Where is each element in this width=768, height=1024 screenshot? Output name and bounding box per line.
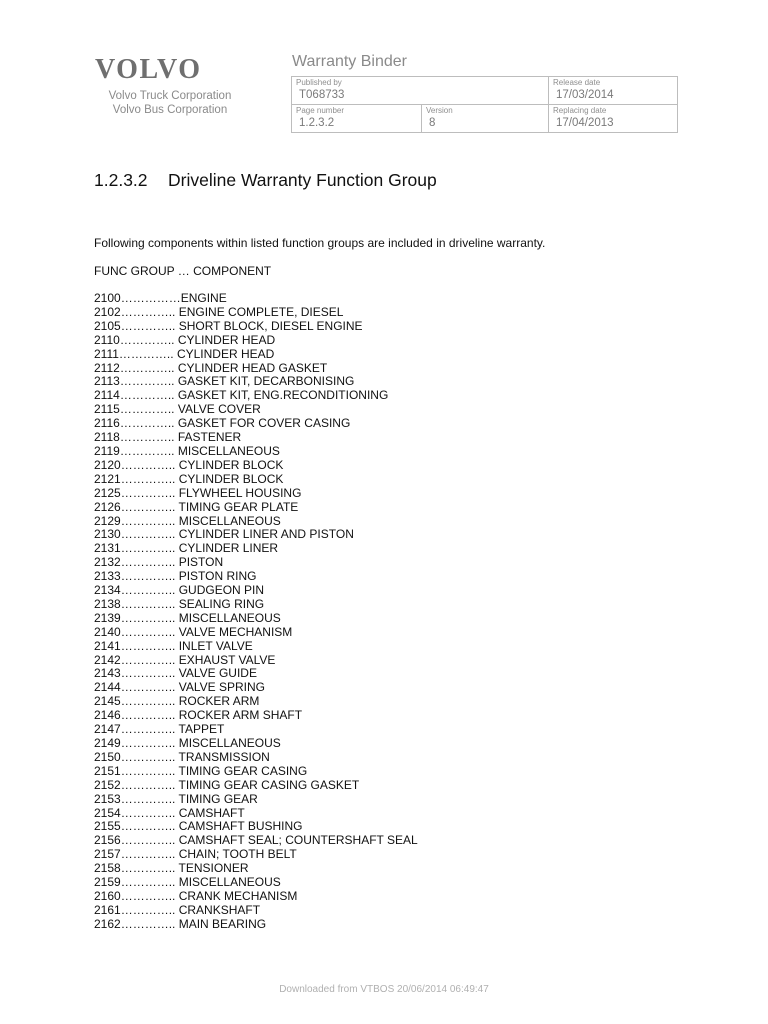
component-name: CRANK MECHANISM: [178, 888, 298, 903]
corporation-names: [95, 89, 245, 117]
component-name: GUDGEON PIN: [178, 583, 265, 598]
version-label: Version: [426, 106, 453, 115]
binder-title: Warranty Binder: [292, 53, 407, 70]
function-group-code: 2114: [94, 388, 120, 403]
function-group-row: [94, 737, 418, 751]
published-by-cell: [292, 77, 549, 105]
leader-dots: …………..: [120, 847, 179, 862]
function-group-row: [94, 890, 418, 904]
leader-dots: …………..: [120, 916, 179, 931]
function-group-row: [94, 751, 418, 765]
function-group-code: 2158: [94, 861, 121, 876]
leader-dots: …………..: [119, 374, 178, 389]
function-group-row: [94, 528, 418, 542]
download-footer: Downloaded from VTBOS 20/06/2014 06:49:47: [279, 984, 489, 995]
function-group-code: 2134: [94, 583, 121, 598]
function-group-row: [94, 626, 418, 640]
leader-dots: …………..: [120, 749, 179, 764]
function-group-row: [94, 570, 418, 584]
function-group-code: 2129: [94, 513, 121, 528]
function-group-row: [94, 723, 418, 737]
function-group-code: 2115: [94, 402, 120, 417]
section-title: Driveline Warranty Function Group: [168, 170, 437, 190]
leader-dots: …………..: [120, 318, 179, 333]
leader-dots: …………..: [120, 527, 179, 542]
function-group-code: 2147: [94, 722, 121, 737]
component-name: ROCKER ARM SHAFT: [178, 708, 303, 723]
function-group-code: 2140: [94, 624, 121, 639]
function-group-row: [94, 681, 418, 695]
leader-dots: …………..: [120, 569, 179, 584]
column-header: FUNC GROUP … COMPONENT: [94, 264, 272, 278]
component-name: ROCKER ARM: [178, 694, 260, 709]
leader-dots: …………..: [120, 666, 179, 681]
component-name: PISTON: [178, 555, 224, 570]
function-group-code: 2161: [94, 902, 121, 917]
release-date-label: Release date: [553, 78, 601, 87]
leader-dots: …………..: [120, 471, 179, 486]
component-name: MISCELLANEOUS: [178, 513, 281, 528]
function-group-code: 2150: [94, 749, 121, 764]
leader-dots: …………..: [120, 485, 179, 500]
function-group-row: [94, 918, 418, 932]
leader-dots: …………..: [120, 777, 179, 792]
function-group-row: [94, 459, 418, 473]
function-group-code: 2126: [94, 499, 121, 514]
function-group-row: [94, 834, 418, 848]
leader-dots: …………..: [118, 346, 177, 361]
component-name: VALVE COVER: [177, 402, 261, 417]
component-name: CYLINDER LINER AND PISTON: [178, 527, 354, 542]
corporation-name: Volvo Bus Corporation: [112, 104, 228, 116]
function-group-code: 2119: [94, 443, 120, 458]
function-group-row: [94, 640, 418, 654]
function-group-row: [94, 862, 418, 876]
function-group-code: 2105: [94, 318, 121, 333]
function-group-row: [94, 473, 418, 487]
volvo-logo: VOLVO: [95, 54, 202, 85]
replacing-date-value: 17/04/2013: [556, 117, 614, 129]
component-name: GASKET KIT, DECARBONISING: [177, 374, 355, 389]
published-by-label: Published by: [296, 78, 342, 87]
function-group-code: 2155: [94, 819, 121, 834]
function-group-code: 2112: [94, 360, 120, 375]
component-name: SHORT BLOCK, DIESEL ENGINE: [178, 318, 363, 333]
function-group-code: 2130: [94, 527, 121, 542]
function-group-code: 2102: [94, 304, 121, 319]
leader-dots: …………..: [120, 652, 179, 667]
component-name: CYLINDER HEAD: [177, 332, 276, 347]
component-name: MAIN BEARING: [178, 916, 267, 931]
leader-dots: …………..: [120, 819, 179, 834]
function-group-row: [94, 848, 418, 862]
component-name: CAMSHAFT SEAL; COUNTERSHAFT SEAL: [178, 833, 418, 848]
leader-dots: …………..: [120, 722, 179, 737]
function-group-code: 2162: [94, 916, 121, 931]
function-group-code: 2156: [94, 833, 121, 848]
function-group-row: [94, 667, 418, 681]
leader-dots: …………..: [119, 402, 178, 417]
release-date-value: 17/03/2014: [556, 89, 614, 101]
leader-dots: …………..: [120, 624, 179, 639]
component-name: CYLINDER HEAD GASKET: [177, 360, 328, 375]
component-name: GASKET FOR COVER CASING: [177, 416, 351, 431]
component-name: CAMSHAFT BUSHING: [178, 819, 303, 834]
function-group-code: 2120: [94, 457, 121, 472]
leader-dots: …………..: [120, 833, 179, 848]
version-value: 8: [429, 117, 436, 129]
section-heading: [94, 170, 437, 191]
component-name: VALVE SPRING: [178, 680, 265, 695]
function-group-code: 2159: [94, 875, 121, 890]
component-name: ENGINE COMPLETE, DIESEL: [178, 304, 344, 319]
function-group-code: 2160: [94, 888, 121, 903]
function-group-row: [94, 876, 418, 890]
function-group-row: [94, 320, 418, 334]
function-group-code: 2131: [94, 541, 121, 556]
function-group-code: 2139: [94, 610, 121, 625]
function-group-row: [94, 487, 418, 501]
function-group-row: [94, 793, 418, 807]
function-group-code: 2121: [94, 471, 121, 486]
function-group-row: [94, 904, 418, 918]
function-group-row: [94, 515, 418, 529]
function-group-row: [94, 542, 418, 556]
component-name: CRANKSHAFT: [178, 902, 261, 917]
function-group-row: [94, 612, 418, 626]
component-name: TIMING GEAR: [178, 791, 258, 806]
leader-dots: …………..: [120, 861, 179, 876]
function-group-row: [94, 334, 418, 348]
function-group-code: 2141: [94, 638, 121, 653]
function-group-code: 2142: [94, 652, 121, 667]
function-group-code: 2125: [94, 485, 121, 500]
intro-paragraph: Following components within listed function groups are included in driveline warranty.: [94, 236, 546, 250]
leader-dots: …………..: [120, 791, 179, 806]
component-name: VALVE GUIDE: [178, 666, 257, 681]
leader-dots: …………..: [119, 443, 178, 458]
function-group-code: 2116: [94, 416, 120, 431]
component-name: TIMING GEAR CASING: [178, 763, 308, 778]
component-name: GASKET KIT, ENG.RECONDITIONING: [177, 388, 389, 403]
component-name: MISCELLANEOUS: [178, 610, 281, 625]
component-name: MISCELLANEOUS: [178, 736, 281, 750]
component-name: SEALING RING: [178, 596, 265, 611]
page-number-cell: [292, 105, 422, 133]
component-name: CYLINDER BLOCK: [178, 471, 284, 486]
function-group-row: [94, 445, 418, 459]
function-group-code: 2138: [94, 596, 121, 611]
function-group-code: 2152: [94, 777, 121, 792]
component-name: CHAIN; TOOTH BELT: [178, 847, 297, 862]
function-group-row: [94, 695, 418, 709]
leader-dots: …………..: [119, 388, 178, 403]
leader-dots: …………..: [120, 888, 179, 903]
function-group-row: [94, 598, 418, 612]
corporation-name: Volvo Truck Corporation: [108, 90, 232, 102]
function-group-code: 2146: [94, 708, 121, 723]
leader-dots: …………..: [119, 416, 178, 431]
function-group-row: [94, 584, 418, 598]
leader-dots: …………..: [120, 638, 179, 653]
component-name: CYLINDER LINER: [178, 541, 279, 556]
function-group-code: 2132: [94, 555, 121, 570]
function-group-code: 2133: [94, 569, 121, 584]
component-name: VALVE MECHANISM: [178, 624, 293, 639]
published-by-value: T068733: [299, 89, 345, 101]
leader-dots: …………..: [120, 541, 179, 556]
function-group-code: 2118: [94, 430, 120, 445]
replacing-date-cell: [549, 105, 678, 133]
component-name: TAPPET: [178, 722, 225, 737]
function-group-code: 2157: [94, 847, 121, 862]
component-name: CAMSHAFT: [178, 805, 245, 820]
function-group-row: [94, 765, 418, 779]
component-name: EXHAUST VALVE: [178, 652, 276, 667]
version-cell: [422, 105, 549, 133]
component-name: FLYWHEEL HOUSING: [178, 485, 302, 500]
function-group-row: [94, 362, 418, 376]
leader-dots: …………..: [120, 499, 179, 514]
component-name: PISTON RING: [178, 569, 257, 584]
leader-dots: …………..: [120, 875, 179, 890]
function-group-code: 2143: [94, 666, 121, 681]
page-number-label: Page number: [296, 106, 345, 115]
leader-dots: …………..: [120, 736, 179, 750]
function-group-code: 2100: [94, 291, 121, 305]
leader-dots: …………..: [120, 583, 179, 598]
leader-dots: …………..: [119, 430, 178, 445]
function-group-row: [94, 292, 418, 306]
leader-dots: …………..: [120, 708, 179, 723]
component-name: ENGINE: [180, 291, 227, 305]
leader-dots: …………..: [120, 304, 179, 319]
function-group-row: [94, 779, 418, 793]
component-name: MISCELLANEOUS: [178, 875, 281, 890]
section-number: 1.2.3.2: [94, 170, 148, 190]
function-group-code: 2113: [94, 374, 120, 389]
component-name: TIMING GEAR PLATE: [178, 499, 299, 514]
component-name: TIMING GEAR CASING GASKET: [178, 777, 360, 792]
function-group-row: [94, 654, 418, 668]
function-group-code: 2145: [94, 694, 121, 709]
component-name: CYLINDER BLOCK: [178, 457, 284, 472]
leader-dots: …………..: [120, 610, 179, 625]
leader-dots: …………..: [120, 596, 179, 611]
component-name: INLET VALVE: [178, 638, 253, 653]
function-group-list: [94, 292, 418, 932]
function-group-code: 2151: [94, 763, 121, 778]
function-group-row: [94, 306, 418, 320]
leader-dots: …………..: [120, 457, 179, 472]
function-group-row: [94, 403, 418, 417]
function-group-row: [94, 375, 418, 389]
leader-dots: …………..: [120, 555, 179, 570]
function-group-row: [94, 431, 418, 445]
function-group-row: [94, 348, 418, 362]
leader-dots: …………..: [120, 805, 179, 820]
function-group-code: 2154: [94, 805, 121, 820]
function-group-code: 2111: [94, 346, 119, 361]
leader-dots: ……………: [120, 291, 181, 305]
leader-dots: …………..: [119, 332, 178, 347]
function-group-row: [94, 501, 418, 515]
leader-dots: …………..: [120, 763, 179, 778]
component-name: FASTENER: [177, 430, 242, 445]
page-number-value: 1.2.3.2: [299, 117, 335, 129]
leader-dots: …………..: [120, 902, 179, 917]
leader-dots: …………..: [119, 360, 178, 375]
release-date-cell: [549, 77, 678, 105]
function-group-code: 2153: [94, 791, 121, 806]
function-group-row: [94, 417, 418, 431]
leader-dots: …………..: [120, 513, 179, 528]
leader-dots: …………..: [120, 694, 179, 709]
function-group-row: [94, 389, 418, 403]
component-name: CYLINDER HEAD: [176, 346, 275, 361]
function-group-code: 2149: [94, 736, 121, 750]
function-group-row: [94, 556, 418, 570]
function-group-row: [94, 807, 418, 821]
document-metadata-table: [291, 76, 678, 133]
function-group-row: [94, 709, 418, 723]
replacing-date-label: Replacing date: [553, 106, 607, 115]
component-name: TENSIONER: [178, 861, 249, 876]
component-name: TRANSMISSION: [178, 749, 270, 764]
function-group-row: [94, 820, 418, 834]
leader-dots: …………..: [120, 680, 179, 695]
function-group-code: 2110: [94, 332, 120, 347]
component-name: MISCELLANEOUS: [177, 443, 280, 458]
function-group-code: 2144: [94, 680, 121, 695]
